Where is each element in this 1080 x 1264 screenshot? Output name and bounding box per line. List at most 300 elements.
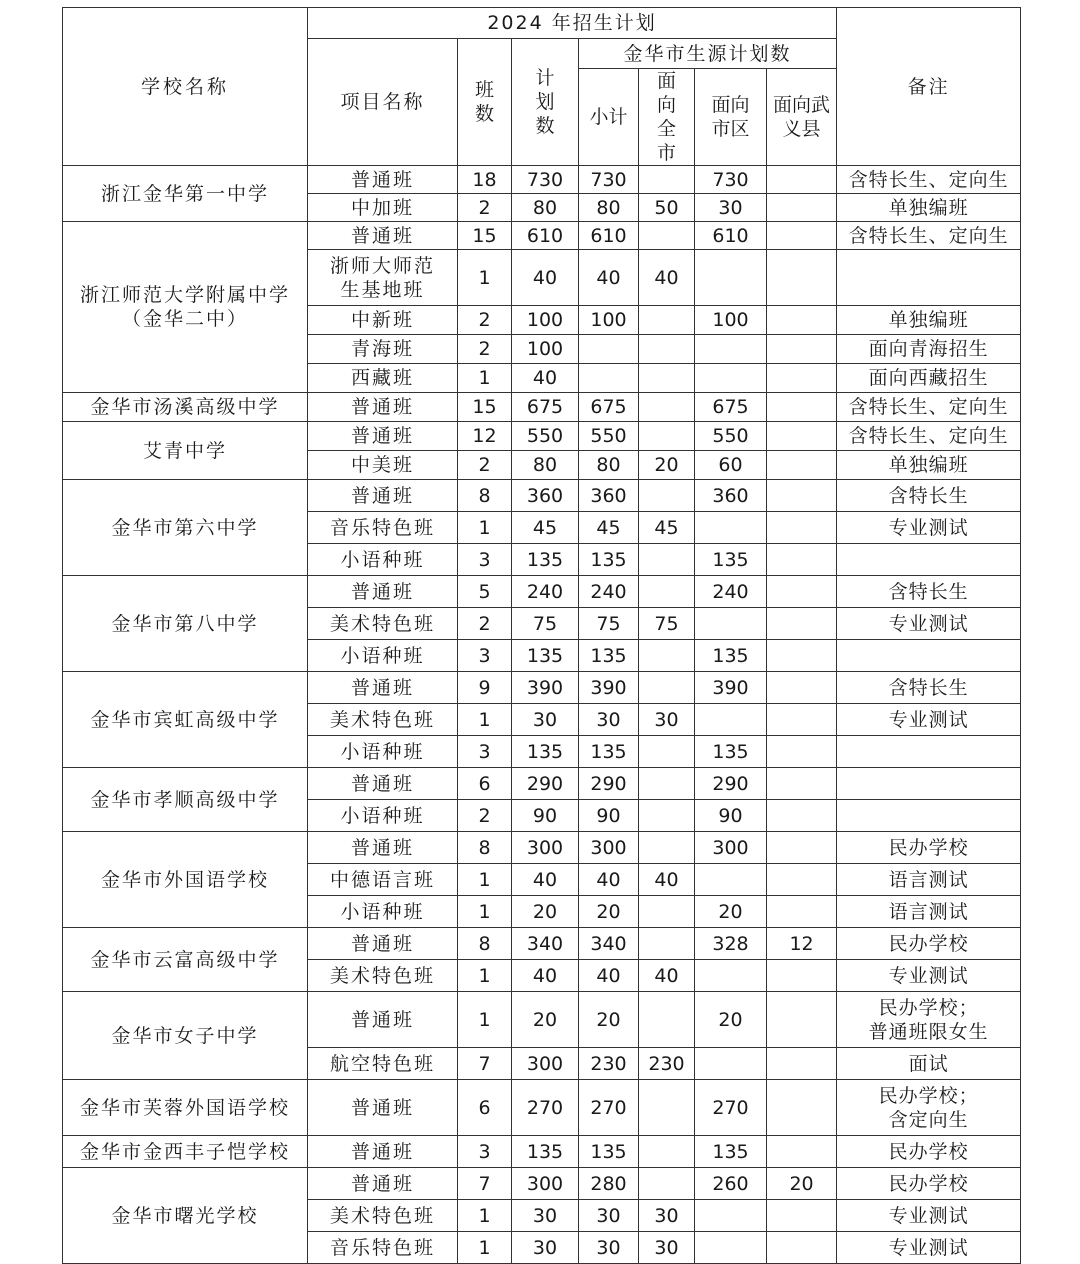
plan-count: 100 bbox=[512, 335, 579, 364]
plan-count: 135 bbox=[512, 1136, 579, 1168]
class-count: 3 bbox=[458, 1136, 512, 1168]
project-name: 普通班 bbox=[308, 928, 458, 960]
school-name bbox=[63, 832, 308, 928]
table-row bbox=[63, 393, 1021, 422]
subtotal-count: 390 bbox=[579, 672, 639, 704]
school-name bbox=[63, 422, 308, 480]
whole-city-count: 40 bbox=[639, 960, 695, 992]
wuyi-count bbox=[767, 306, 837, 335]
subtotal-count: 240 bbox=[579, 576, 639, 608]
remark: 单独编班 bbox=[837, 306, 1021, 335]
project-name: 普通班 bbox=[308, 166, 458, 194]
urban-count: 90 bbox=[695, 800, 767, 832]
header-planned: 计划数 bbox=[512, 39, 579, 166]
remark: 含特长生、定向生 bbox=[837, 393, 1021, 422]
school-name-line: 金华市云富高级中学 bbox=[90, 948, 280, 971]
project-name: 美术特色班 bbox=[308, 704, 458, 736]
whole-city-count bbox=[639, 800, 695, 832]
class-count: 7 bbox=[458, 1048, 512, 1080]
plan-count: 675 bbox=[512, 393, 579, 422]
wuyi-count bbox=[767, 335, 837, 364]
whole-city-count bbox=[639, 576, 695, 608]
project-name: 普通班 bbox=[308, 576, 458, 608]
plan-count: 40 bbox=[512, 960, 579, 992]
urban-count: 135 bbox=[695, 1136, 767, 1168]
school-name bbox=[63, 768, 308, 832]
class-count: 18 bbox=[458, 166, 512, 194]
remark: 含特长生、定向生 bbox=[837, 222, 1021, 250]
school-name-line: 金华市曙光学校 bbox=[111, 1204, 259, 1227]
project-name: 青海班 bbox=[308, 335, 458, 364]
class-count: 1 bbox=[458, 896, 512, 928]
header-subtotal: 小计 bbox=[579, 69, 639, 166]
table-row bbox=[63, 1168, 1021, 1200]
class-count: 3 bbox=[458, 544, 512, 576]
plan-count: 300 bbox=[512, 832, 579, 864]
urban-count bbox=[695, 1048, 767, 1080]
subtotal-count: 730 bbox=[579, 166, 639, 194]
class-count: 3 bbox=[458, 640, 512, 672]
subtotal-count: 30 bbox=[579, 1232, 639, 1264]
project-name: 普通班 bbox=[308, 1080, 458, 1136]
remark: 民办学校 bbox=[837, 832, 1021, 864]
whole-city-count bbox=[639, 768, 695, 800]
urban-count: 135 bbox=[695, 640, 767, 672]
urban-count bbox=[695, 250, 767, 306]
whole-city-count bbox=[639, 832, 695, 864]
whole-city-count bbox=[639, 306, 695, 335]
plan-count: 40 bbox=[512, 364, 579, 393]
plan-count: 300 bbox=[512, 1168, 579, 1200]
urban-count: 300 bbox=[695, 832, 767, 864]
whole-city-count bbox=[639, 672, 695, 704]
remark bbox=[837, 250, 1021, 306]
urban-count: 100 bbox=[695, 306, 767, 335]
remark: 含特长生 bbox=[837, 480, 1021, 512]
plan-count: 135 bbox=[512, 736, 579, 768]
urban-count: 270 bbox=[695, 1080, 767, 1136]
school-name-line: 金华市芙蓉外国语学校 bbox=[79, 1096, 290, 1119]
plan-count: 40 bbox=[512, 864, 579, 896]
table-row bbox=[63, 166, 1021, 194]
whole-city-count bbox=[639, 640, 695, 672]
class-count: 1 bbox=[458, 1232, 512, 1264]
remark: 民办学校； 含定向生 bbox=[837, 1080, 1021, 1136]
project-name: 小语种班 bbox=[308, 736, 458, 768]
urban-count bbox=[695, 1200, 767, 1232]
wuyi-count bbox=[767, 768, 837, 800]
class-count: 6 bbox=[458, 1080, 512, 1136]
remark: 语言测试 bbox=[837, 864, 1021, 896]
subtotal-count: 30 bbox=[579, 704, 639, 736]
class-count: 2 bbox=[458, 800, 512, 832]
subtotal-count: 20 bbox=[579, 896, 639, 928]
wuyi-count bbox=[767, 1080, 837, 1136]
table-row bbox=[63, 480, 1021, 512]
class-count: 9 bbox=[458, 672, 512, 704]
remark: 民办学校 bbox=[837, 1168, 1021, 1200]
wuyi-count bbox=[767, 166, 837, 194]
subtotal-count: 360 bbox=[579, 480, 639, 512]
project-name: 普通班 bbox=[308, 480, 458, 512]
plan-count: 340 bbox=[512, 928, 579, 960]
urban-count: 60 bbox=[695, 451, 767, 480]
school-name-line: 金华市金西丰子恺学校 bbox=[79, 1140, 290, 1163]
wuyi-count bbox=[767, 704, 837, 736]
remark: 单独编班 bbox=[837, 451, 1021, 480]
school-name bbox=[63, 166, 308, 222]
school-name bbox=[63, 1136, 308, 1168]
class-count: 6 bbox=[458, 768, 512, 800]
project-name: 普通班 bbox=[308, 832, 458, 864]
table-row bbox=[63, 768, 1021, 800]
remark: 面试 bbox=[837, 1048, 1021, 1080]
class-count: 8 bbox=[458, 832, 512, 864]
header-urban: 面向市区 bbox=[695, 69, 767, 166]
class-count: 1 bbox=[458, 512, 512, 544]
remark bbox=[837, 544, 1021, 576]
class-count: 2 bbox=[458, 335, 512, 364]
wuyi-count bbox=[767, 250, 837, 306]
urban-count bbox=[695, 512, 767, 544]
wuyi-count bbox=[767, 1200, 837, 1232]
table-row bbox=[63, 222, 1021, 250]
project-name: 美术特色班 bbox=[308, 608, 458, 640]
subtotal-count: 135 bbox=[579, 544, 639, 576]
table-row bbox=[63, 992, 1021, 1048]
header-whole-city: 面向全市 bbox=[639, 69, 695, 166]
wuyi-count bbox=[767, 832, 837, 864]
subtotal-count: 230 bbox=[579, 1048, 639, 1080]
whole-city-count bbox=[639, 992, 695, 1048]
plan-count: 730 bbox=[512, 166, 579, 194]
whole-city-count bbox=[639, 928, 695, 960]
remark bbox=[837, 768, 1021, 800]
project-name: 普通班 bbox=[308, 422, 458, 451]
plan-count: 390 bbox=[512, 672, 579, 704]
urban-count bbox=[695, 864, 767, 896]
school-name-line: （金华二中） bbox=[121, 308, 248, 330]
project-name: 浙师大师范 生基地班 bbox=[308, 250, 458, 306]
plan-count: 135 bbox=[512, 640, 579, 672]
wuyi-count bbox=[767, 576, 837, 608]
subtotal-count: 90 bbox=[579, 800, 639, 832]
school-name bbox=[63, 1080, 308, 1136]
class-count: 12 bbox=[458, 422, 512, 451]
whole-city-count bbox=[639, 1168, 695, 1200]
project-name: 普通班 bbox=[308, 1136, 458, 1168]
school-name-line: 浙江师范大学附属中学 bbox=[79, 284, 290, 306]
project-name: 西藏班 bbox=[308, 364, 458, 393]
plan-count: 90 bbox=[512, 800, 579, 832]
wuyi-count bbox=[767, 1136, 837, 1168]
project-name: 普通班 bbox=[308, 768, 458, 800]
subtotal-count: 30 bbox=[579, 1200, 639, 1232]
class-count: 1 bbox=[458, 992, 512, 1048]
school-name bbox=[63, 928, 308, 992]
wuyi-count: 12 bbox=[767, 928, 837, 960]
remark: 专业测试 bbox=[837, 512, 1021, 544]
wuyi-count bbox=[767, 512, 837, 544]
header-source-group: 金华市生源计划数 bbox=[579, 39, 837, 69]
subtotal-count: 40 bbox=[579, 864, 639, 896]
subtotal-count: 80 bbox=[579, 194, 639, 222]
project-name: 小语种班 bbox=[308, 896, 458, 928]
plan-count: 80 bbox=[512, 451, 579, 480]
whole-city-count: 50 bbox=[639, 194, 695, 222]
urban-count: 260 bbox=[695, 1168, 767, 1200]
class-count: 1 bbox=[458, 960, 512, 992]
plan-count: 360 bbox=[512, 480, 579, 512]
school-name bbox=[63, 576, 308, 672]
school-name-line: 金华市汤溪高级中学 bbox=[90, 396, 280, 418]
subtotal-count: 610 bbox=[579, 222, 639, 250]
wuyi-count bbox=[767, 992, 837, 1048]
class-count: 2 bbox=[458, 451, 512, 480]
subtotal-count: 75 bbox=[579, 608, 639, 640]
urban-count: 360 bbox=[695, 480, 767, 512]
remark: 面向青海招生 bbox=[837, 335, 1021, 364]
table-row bbox=[63, 576, 1021, 608]
plan-count: 300 bbox=[512, 1048, 579, 1080]
school-name-line: 金华市第八中学 bbox=[111, 612, 259, 635]
whole-city-count bbox=[639, 166, 695, 194]
remark: 民办学校 bbox=[837, 928, 1021, 960]
urban-count bbox=[695, 364, 767, 393]
remark: 专业测试 bbox=[837, 1200, 1021, 1232]
header-remarks: 备注 bbox=[837, 8, 1021, 166]
remark: 含特长生、定向生 bbox=[837, 422, 1021, 451]
remark: 专业测试 bbox=[837, 960, 1021, 992]
urban-count: 675 bbox=[695, 393, 767, 422]
whole-city-count bbox=[639, 480, 695, 512]
urban-count: 135 bbox=[695, 544, 767, 576]
subtotal-count: 300 bbox=[579, 832, 639, 864]
urban-count bbox=[695, 1232, 767, 1264]
remark: 专业测试 bbox=[837, 608, 1021, 640]
remark: 含特长生、定向生 bbox=[837, 166, 1021, 194]
wuyi-count: 20 bbox=[767, 1168, 837, 1200]
class-count: 1 bbox=[458, 364, 512, 393]
school-name-line: 金华市外国语学校 bbox=[100, 868, 269, 891]
urban-count: 390 bbox=[695, 672, 767, 704]
class-count: 1 bbox=[458, 250, 512, 306]
project-name: 普通班 bbox=[308, 1168, 458, 1200]
whole-city-count bbox=[639, 896, 695, 928]
plan-count: 40 bbox=[512, 250, 579, 306]
wuyi-count bbox=[767, 960, 837, 992]
subtotal-count bbox=[579, 335, 639, 364]
table-body bbox=[63, 166, 1021, 1264]
remark: 专业测试 bbox=[837, 704, 1021, 736]
whole-city-count bbox=[639, 393, 695, 422]
table-row bbox=[63, 1080, 1021, 1136]
wuyi-count bbox=[767, 896, 837, 928]
remark: 专业测试 bbox=[837, 1232, 1021, 1264]
school-name-line: 金华市孝顺高级中学 bbox=[90, 788, 280, 811]
wuyi-count bbox=[767, 1048, 837, 1080]
project-name: 美术特色班 bbox=[308, 1200, 458, 1232]
urban-count: 20 bbox=[695, 896, 767, 928]
project-name: 小语种班 bbox=[308, 544, 458, 576]
subtotal-count: 280 bbox=[579, 1168, 639, 1200]
urban-count: 328 bbox=[695, 928, 767, 960]
wuyi-count bbox=[767, 422, 837, 451]
whole-city-count: 30 bbox=[639, 1232, 695, 1264]
whole-city-count: 40 bbox=[639, 864, 695, 896]
class-count: 7 bbox=[458, 1168, 512, 1200]
plan-count: 30 bbox=[512, 704, 579, 736]
class-count: 2 bbox=[458, 608, 512, 640]
wuyi-count bbox=[767, 222, 837, 250]
subtotal-count: 135 bbox=[579, 1136, 639, 1168]
urban-count bbox=[695, 608, 767, 640]
class-count: 1 bbox=[458, 1200, 512, 1232]
subtotal-count: 45 bbox=[579, 512, 639, 544]
school-name-line: 金华市宾虹高级中学 bbox=[90, 708, 280, 731]
subtotal-count: 340 bbox=[579, 928, 639, 960]
plan-count: 240 bbox=[512, 576, 579, 608]
subtotal-count: 100 bbox=[579, 306, 639, 335]
school-name bbox=[63, 480, 308, 576]
table-row bbox=[63, 832, 1021, 864]
whole-city-count bbox=[639, 1136, 695, 1168]
project-name: 中新班 bbox=[308, 306, 458, 335]
whole-city-count: 20 bbox=[639, 451, 695, 480]
project-name: 普通班 bbox=[308, 992, 458, 1048]
class-count: 8 bbox=[458, 928, 512, 960]
remark bbox=[837, 736, 1021, 768]
class-count: 15 bbox=[458, 222, 512, 250]
subtotal-count: 135 bbox=[579, 640, 639, 672]
plan-count: 270 bbox=[512, 1080, 579, 1136]
school-name bbox=[63, 672, 308, 768]
whole-city-count: 230 bbox=[639, 1048, 695, 1080]
class-count: 5 bbox=[458, 576, 512, 608]
class-count: 2 bbox=[458, 306, 512, 335]
plan-count: 20 bbox=[512, 992, 579, 1048]
school-name bbox=[63, 222, 308, 393]
urban-count: 135 bbox=[695, 736, 767, 768]
project-name: 小语种班 bbox=[308, 800, 458, 832]
wuyi-count bbox=[767, 451, 837, 480]
project-name: 小语种班 bbox=[308, 640, 458, 672]
subtotal-count bbox=[579, 364, 639, 393]
remark: 语言测试 bbox=[837, 896, 1021, 928]
urban-count: 550 bbox=[695, 422, 767, 451]
whole-city-count bbox=[639, 222, 695, 250]
urban-count: 240 bbox=[695, 576, 767, 608]
wuyi-count bbox=[767, 480, 837, 512]
remark: 民办学校； 普通班限女生 bbox=[837, 992, 1021, 1048]
subtotal-count: 40 bbox=[579, 960, 639, 992]
project-name: 普通班 bbox=[308, 393, 458, 422]
subtotal-count: 675 bbox=[579, 393, 639, 422]
urban-count bbox=[695, 335, 767, 364]
header-project-name: 项目名称 bbox=[308, 39, 458, 166]
plan-count: 30 bbox=[512, 1232, 579, 1264]
remark: 面向西藏招生 bbox=[837, 364, 1021, 393]
project-name: 航空特色班 bbox=[308, 1048, 458, 1080]
remark bbox=[837, 640, 1021, 672]
table-row bbox=[63, 422, 1021, 451]
class-count: 1 bbox=[458, 864, 512, 896]
plan-count: 550 bbox=[512, 422, 579, 451]
plan-count: 45 bbox=[512, 512, 579, 544]
school-name-line: 浙江金华第一中学 bbox=[100, 182, 269, 205]
school-name-line: 金华市第六中学 bbox=[111, 516, 259, 539]
plan-count: 20 bbox=[512, 896, 579, 928]
plan-count: 290 bbox=[512, 768, 579, 800]
whole-city-count bbox=[639, 736, 695, 768]
project-name: 中加班 bbox=[308, 194, 458, 222]
school-name bbox=[63, 1168, 308, 1264]
project-name: 普通班 bbox=[308, 222, 458, 250]
urban-count: 20 bbox=[695, 992, 767, 1048]
urban-count: 290 bbox=[695, 768, 767, 800]
remark: 含特长生 bbox=[837, 672, 1021, 704]
school-name-line: 艾青中学 bbox=[142, 439, 227, 462]
remark: 民办学校 bbox=[837, 1136, 1021, 1168]
plan-count: 135 bbox=[512, 544, 579, 576]
project-name: 美术特色班 bbox=[308, 960, 458, 992]
urban-count: 610 bbox=[695, 222, 767, 250]
school-name-line: 金华市女子中学 bbox=[111, 1024, 259, 1047]
urban-count bbox=[695, 704, 767, 736]
class-count: 15 bbox=[458, 393, 512, 422]
urban-count: 30 bbox=[695, 194, 767, 222]
header-plan-title: 2024 年招生计划 bbox=[308, 8, 837, 39]
remark: 单独编班 bbox=[837, 194, 1021, 222]
remark bbox=[837, 800, 1021, 832]
header-classes: 班数 bbox=[458, 39, 512, 166]
wuyi-count bbox=[767, 194, 837, 222]
whole-city-count bbox=[639, 335, 695, 364]
subtotal-count: 40 bbox=[579, 250, 639, 306]
wuyi-count bbox=[767, 736, 837, 768]
project-name: 中德语言班 bbox=[308, 864, 458, 896]
school-name bbox=[63, 992, 308, 1080]
whole-city-count bbox=[639, 1080, 695, 1136]
whole-city-count bbox=[639, 544, 695, 576]
remark: 含特长生 bbox=[837, 576, 1021, 608]
class-count: 8 bbox=[458, 480, 512, 512]
subtotal-count: 550 bbox=[579, 422, 639, 451]
header-wuyi: 面向武义县 bbox=[767, 69, 837, 166]
project-name: 音乐特色班 bbox=[308, 1232, 458, 1264]
whole-city-count: 30 bbox=[639, 1200, 695, 1232]
whole-city-count: 45 bbox=[639, 512, 695, 544]
subtotal-count: 270 bbox=[579, 1080, 639, 1136]
wuyi-count bbox=[767, 800, 837, 832]
project-name: 普通班 bbox=[308, 672, 458, 704]
whole-city-count: 40 bbox=[639, 250, 695, 306]
school-name bbox=[63, 393, 308, 422]
plan-count: 610 bbox=[512, 222, 579, 250]
wuyi-count bbox=[767, 393, 837, 422]
wuyi-count bbox=[767, 864, 837, 896]
project-name: 中美班 bbox=[308, 451, 458, 480]
table-row bbox=[63, 928, 1021, 960]
table-row bbox=[63, 1136, 1021, 1168]
table-row bbox=[63, 672, 1021, 704]
plan-count: 80 bbox=[512, 194, 579, 222]
class-count: 2 bbox=[458, 194, 512, 222]
wuyi-count bbox=[767, 640, 837, 672]
wuyi-count bbox=[767, 364, 837, 393]
wuyi-count bbox=[767, 672, 837, 704]
wuyi-count bbox=[767, 544, 837, 576]
